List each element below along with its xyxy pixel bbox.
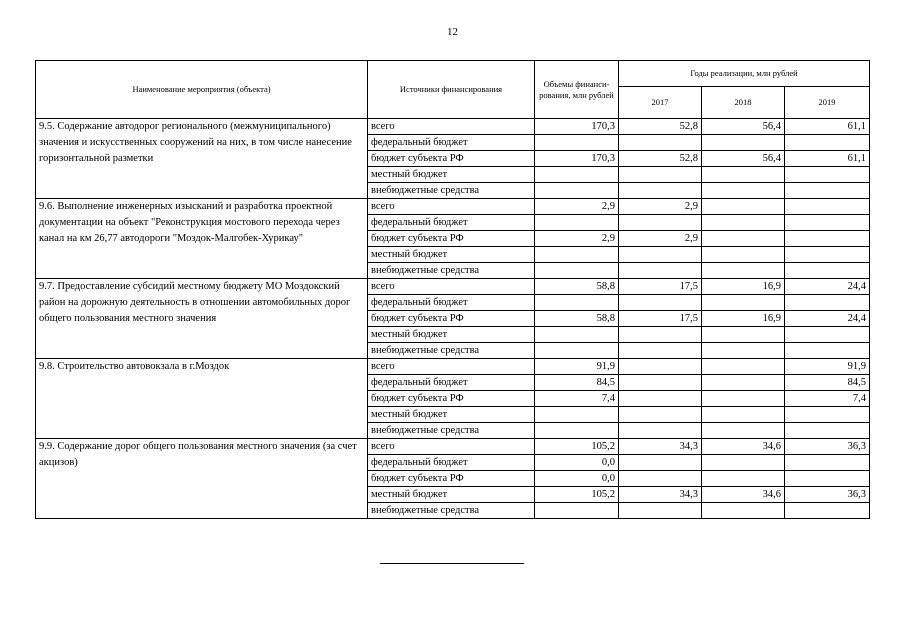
year-2018-cell xyxy=(702,503,785,519)
table-row xyxy=(36,279,870,295)
year-2019-cell xyxy=(785,231,870,247)
year-2017-cell xyxy=(619,135,702,151)
year-2019-cell xyxy=(785,199,870,215)
header-year-2018: 2018 xyxy=(702,87,785,119)
year-2017-cell xyxy=(619,215,702,231)
source-cell: внебюджетные средства xyxy=(368,263,535,279)
total-cell: 0,0 xyxy=(535,471,619,487)
year-2018-cell xyxy=(702,455,785,471)
source-cell: всего xyxy=(368,359,535,375)
total-cell xyxy=(535,135,619,151)
source-cell: федеральный бюджет xyxy=(368,295,535,311)
source-cell: федеральный бюджет xyxy=(368,135,535,151)
year-2018-cell xyxy=(702,215,785,231)
total-cell: 2,9 xyxy=(535,199,619,215)
year-2018-cell: 56,4 xyxy=(702,119,785,135)
year-2018-cell xyxy=(702,135,785,151)
table-row xyxy=(36,359,870,375)
year-2018-cell xyxy=(702,183,785,199)
measure-cell: 9.8. Строительство автовокзала в г.Моздок xyxy=(36,359,368,439)
year-2019-cell xyxy=(785,167,870,183)
header-years-group: Годы реализации, млн рублей xyxy=(619,61,870,87)
table-row xyxy=(36,119,870,135)
year-2018-cell xyxy=(702,359,785,375)
year-2018-cell xyxy=(702,231,785,247)
year-2018-cell: 16,9 xyxy=(702,279,785,295)
year-2018-cell: 34,6 xyxy=(702,487,785,503)
total-cell: 58,8 xyxy=(535,311,619,327)
table-row xyxy=(36,199,870,215)
year-2019-cell: 24,4 xyxy=(785,311,870,327)
source-cell: бюджет субъекта РФ xyxy=(368,471,535,487)
year-2018-cell xyxy=(702,263,785,279)
total-cell xyxy=(535,215,619,231)
year-2017-cell xyxy=(619,391,702,407)
year-2017-cell: 52,8 xyxy=(619,151,702,167)
source-cell: всего xyxy=(368,199,535,215)
year-2018-cell xyxy=(702,167,785,183)
source-cell: бюджет субъекта РФ xyxy=(368,151,535,167)
source-cell: внебюджетные средства xyxy=(368,343,535,359)
source-cell: бюджет субъекта РФ xyxy=(368,231,535,247)
source-cell: внебюджетные средства xyxy=(368,183,535,199)
source-cell: бюджет субъекта РФ xyxy=(368,311,535,327)
year-2019-cell: 61,1 xyxy=(785,151,870,167)
year-2019-cell: 24,4 xyxy=(785,279,870,295)
year-2019-cell xyxy=(785,407,870,423)
year-2019-cell xyxy=(785,455,870,471)
year-2018-cell xyxy=(702,295,785,311)
total-cell: 84,5 xyxy=(535,375,619,391)
year-2017-cell xyxy=(619,167,702,183)
year-2017-cell xyxy=(619,503,702,519)
source-cell: внебюджетные средства xyxy=(368,423,535,439)
source-cell: местный бюджет xyxy=(368,407,535,423)
header-measure: Наименование мероприятия (объекта) xyxy=(36,61,368,119)
total-cell: 170,3 xyxy=(535,151,619,167)
source-cell: федеральный бюджет xyxy=(368,215,535,231)
header-source: Источники финансирования xyxy=(368,61,535,119)
year-2019-cell xyxy=(785,503,870,519)
year-2018-cell: 56,4 xyxy=(702,151,785,167)
table-row xyxy=(36,439,870,455)
year-2017-cell: 2,9 xyxy=(619,199,702,215)
year-2017-cell xyxy=(619,359,702,375)
source-cell: федеральный бюджет xyxy=(368,455,535,471)
year-2017-cell xyxy=(619,263,702,279)
year-2018-cell xyxy=(702,423,785,439)
source-cell: местный бюджет xyxy=(368,487,535,503)
measure-cell: 9.9. Содержание дорог общего пользования местного значения (за счет акцизов) xyxy=(36,439,368,519)
total-cell: 105,2 xyxy=(535,439,619,455)
year-2017-cell xyxy=(619,407,702,423)
year-2018-cell xyxy=(702,327,785,343)
year-2019-cell xyxy=(785,471,870,487)
source-cell: федеральный бюджет xyxy=(368,375,535,391)
year-2019-cell xyxy=(785,215,870,231)
total-cell xyxy=(535,423,619,439)
year-2017-cell: 2,9 xyxy=(619,231,702,247)
year-2019-cell xyxy=(785,423,870,439)
total-cell: 0,0 xyxy=(535,455,619,471)
year-2017-cell xyxy=(619,183,702,199)
source-cell: всего xyxy=(368,439,535,455)
year-2017-cell xyxy=(619,471,702,487)
year-2017-cell: 17,5 xyxy=(619,279,702,295)
year-2017-cell xyxy=(619,455,702,471)
page-number: 12 xyxy=(447,26,458,38)
year-2017-cell xyxy=(619,327,702,343)
year-2017-cell xyxy=(619,343,702,359)
total-cell xyxy=(535,263,619,279)
source-cell: всего xyxy=(368,279,535,295)
total-cell xyxy=(535,343,619,359)
total-cell: 58,8 xyxy=(535,279,619,295)
year-2018-cell: 34,6 xyxy=(702,439,785,455)
year-2019-cell xyxy=(785,343,870,359)
year-2019-cell: 36,3 xyxy=(785,487,870,503)
total-cell: 170,3 xyxy=(535,119,619,135)
header-year-2019: 2019 xyxy=(785,87,870,119)
year-2017-cell: 17,5 xyxy=(619,311,702,327)
year-2018-cell xyxy=(702,247,785,263)
year-2017-cell xyxy=(619,295,702,311)
year-2018-cell xyxy=(702,199,785,215)
year-2017-cell xyxy=(619,423,702,439)
total-cell xyxy=(535,503,619,519)
year-2017-cell: 34,3 xyxy=(619,439,702,455)
year-2019-cell: 7,4 xyxy=(785,391,870,407)
source-cell: всего xyxy=(368,119,535,135)
header-volume: Объемы финанси-рования, млн рублей xyxy=(535,61,619,119)
measure-cell: 9.6. Выполнение инженерных изысканий и разработка проектной документации на объект "Реконструкция мостового перехода через канал на км 26,77 автодороги "Моздок-Малгобек-Хурикау" xyxy=(36,199,368,279)
year-2017-cell: 52,8 xyxy=(619,119,702,135)
table-body xyxy=(36,119,870,519)
footer-divider xyxy=(380,563,524,564)
source-cell: местный бюджет xyxy=(368,167,535,183)
total-cell: 105,2 xyxy=(535,487,619,503)
year-2019-cell xyxy=(785,135,870,151)
measure-cell: 9.5. Содержание автодорог регионального (межмуниципального) значения и искусственных сооружений на них, в том числе нанесение горизонтальной разметки xyxy=(36,119,368,199)
total-cell: 2,9 xyxy=(535,231,619,247)
year-2019-cell: 36,3 xyxy=(785,439,870,455)
year-2018-cell: 16,9 xyxy=(702,311,785,327)
year-2019-cell xyxy=(785,327,870,343)
total-cell xyxy=(535,327,619,343)
year-2019-cell: 84,5 xyxy=(785,375,870,391)
year-2018-cell xyxy=(702,391,785,407)
year-2019-cell xyxy=(785,183,870,199)
year-2019-cell xyxy=(785,295,870,311)
source-cell: местный бюджет xyxy=(368,327,535,343)
year-2018-cell xyxy=(702,343,785,359)
total-cell xyxy=(535,247,619,263)
budget-table xyxy=(35,60,870,519)
year-2019-cell: 61,1 xyxy=(785,119,870,135)
source-cell: внебюджетные средства xyxy=(368,503,535,519)
year-2017-cell xyxy=(619,247,702,263)
year-2017-cell: 34,3 xyxy=(619,487,702,503)
measure-cell: 9.7. Предоставление субсидий местному бюджету МО Моздокский район на дорожную деятельность в отношении автомобильных дорог общего пользования местного значения xyxy=(36,279,368,359)
total-cell xyxy=(535,183,619,199)
year-2019-cell xyxy=(785,247,870,263)
total-cell xyxy=(535,407,619,423)
total-cell xyxy=(535,295,619,311)
year-2018-cell xyxy=(702,471,785,487)
source-cell: местный бюджет xyxy=(368,247,535,263)
year-2018-cell xyxy=(702,407,785,423)
year-2019-cell xyxy=(785,263,870,279)
total-cell: 91,9 xyxy=(535,359,619,375)
source-cell: бюджет субъекта РФ xyxy=(368,391,535,407)
total-cell: 7,4 xyxy=(535,391,619,407)
year-2019-cell: 91,9 xyxy=(785,359,870,375)
total-cell xyxy=(535,167,619,183)
year-2018-cell xyxy=(702,375,785,391)
year-2017-cell xyxy=(619,375,702,391)
header-year-2017: 2017 xyxy=(619,87,702,119)
